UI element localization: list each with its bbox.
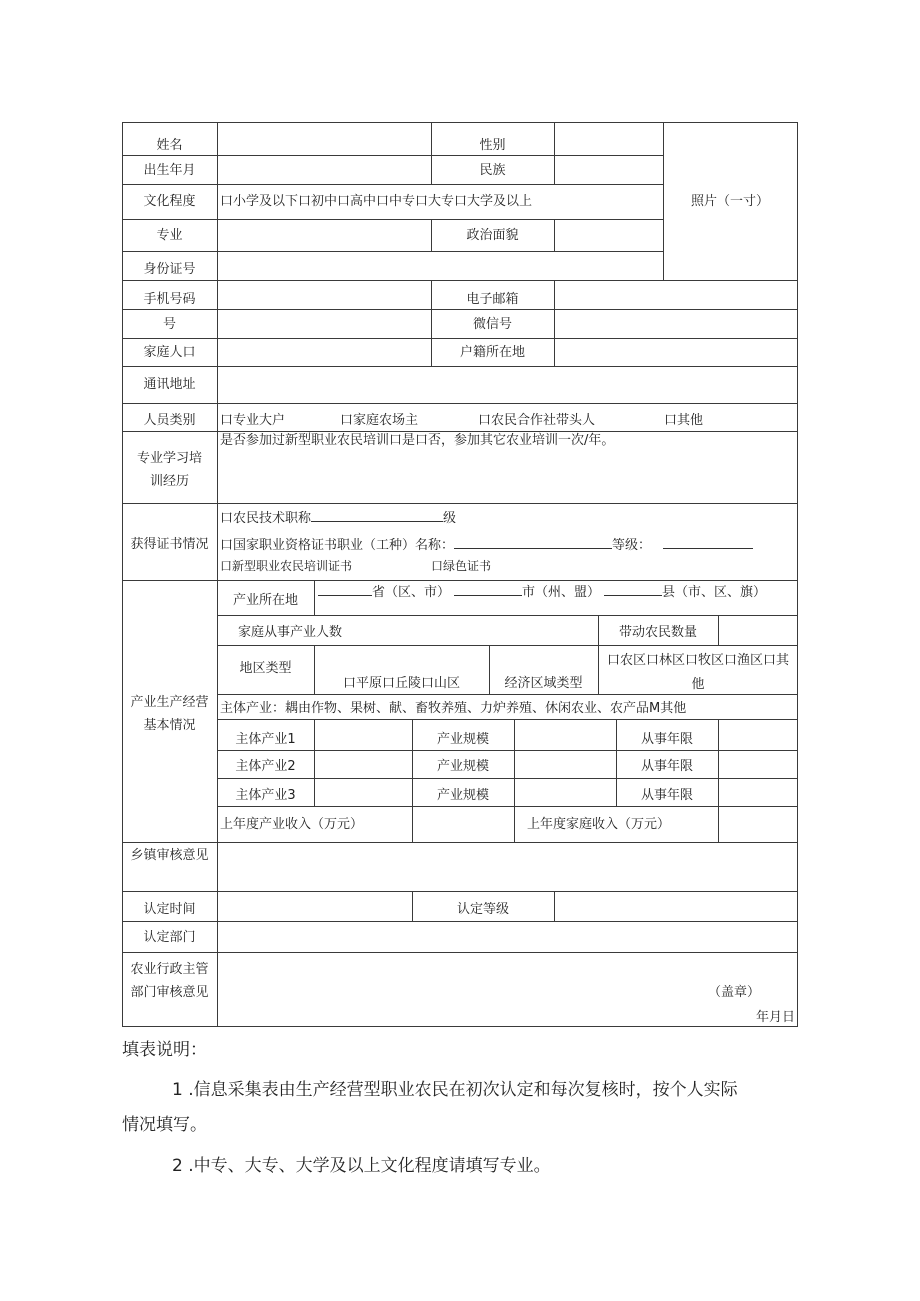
city-blank[interactable] — [454, 583, 522, 596]
county-blank[interactable] — [604, 583, 662, 596]
row-line — [217, 719, 798, 720]
household-label: 家庭人口 — [143, 345, 196, 360]
row-line — [122, 155, 663, 156]
county-label: 县（市、区、旗） — [662, 585, 767, 600]
border-top — [122, 122, 798, 123]
province-label: 省（区、市） — [372, 585, 451, 600]
national-cert-name-blank[interactable] — [454, 536, 612, 549]
industry-3-scale-label: 产业规模 — [436, 788, 489, 803]
note-item-1-line1: 1 .信息采集表由生产经营型职业农民在初次认定和每次复核时，按个人实际 — [172, 1080, 738, 1100]
row-line — [217, 806, 798, 807]
green-cert-option[interactable]: 口绿色证书 — [431, 559, 492, 573]
city-label: 市（州、盟） — [522, 585, 601, 600]
col-line — [514, 719, 515, 842]
category-label: 人员类别 — [143, 413, 196, 428]
row-line — [217, 750, 798, 751]
birth-label: 出生年月 — [143, 163, 196, 178]
main-industry-2-label: 主体产业2 — [235, 759, 296, 774]
tech-title-suffix: 级 — [443, 511, 457, 526]
province-blank[interactable] — [318, 583, 372, 596]
approval-dept-label: 认定部门 — [143, 930, 196, 945]
region-type-options[interactable]: 口平原口丘陵口山区 — [342, 676, 460, 691]
industry-1-scale-label: 产业规模 — [436, 732, 489, 747]
national-cert-text: 口国家职业资格证书职业（工种）名称： — [220, 538, 455, 553]
row-line — [122, 251, 663, 252]
col-line — [314, 580, 315, 615]
col-line — [718, 719, 719, 842]
seal-text: （盖章） — [708, 985, 761, 1000]
tech-title-option[interactable] — [220, 509, 456, 527]
row-line — [122, 580, 798, 581]
col-line — [554, 891, 555, 921]
col-line — [718, 615, 719, 645]
economic-zone-options-line2: 他 — [691, 677, 705, 692]
row-line — [122, 503, 798, 504]
col-line — [554, 219, 555, 251]
industry-location-label: 产业所在地 — [232, 593, 298, 608]
family-income-label: 上年度家庭收入（万元） — [527, 817, 671, 832]
education-label: 文化程度 — [143, 194, 196, 209]
wechat-label: 微信号 — [472, 317, 512, 332]
industry-label-line2: 基本情况 — [143, 718, 196, 733]
industry-label-line1: 产业生产经营 — [130, 695, 209, 710]
approval-grade-label: 认定等级 — [456, 902, 509, 917]
review-date-text: 年月日 — [756, 1010, 796, 1025]
border-bottom — [122, 1026, 798, 1027]
hukou-label: 户籍所在地 — [459, 345, 525, 360]
row-line — [122, 403, 798, 404]
name-label: 姓名 — [156, 138, 183, 153]
note-item-1-line2: 情况填写。 — [122, 1115, 207, 1135]
training-label-line2: 训经历 — [149, 474, 189, 489]
row-line — [122, 842, 798, 843]
notes-title: 填表说明： — [122, 1040, 207, 1060]
tech-title-blank[interactable] — [311, 509, 443, 522]
phone-label: 手机号码 — [143, 292, 196, 307]
category-option-other[interactable]: 口其他 — [664, 413, 704, 428]
border-right — [797, 122, 798, 1027]
row-line — [217, 645, 798, 646]
gender-label: 性别 — [479, 138, 506, 153]
col-line — [314, 719, 315, 806]
main-industry-3-label: 主体产业3 — [235, 788, 296, 803]
industry-location-fields[interactable] — [318, 583, 766, 601]
row-line — [122, 309, 798, 310]
row-line — [122, 891, 798, 892]
row-line — [122, 431, 798, 432]
main-industry-description[interactable]: 主体产业：耦由作物、果树、献、畜牧养殖、力炉养殖、休闲农业、农产品M其他 — [220, 701, 687, 716]
ethnicity-label: 民族 — [479, 163, 506, 178]
education-options[interactable]: 口小学及以下口初中口高中口中专口大专口大学及以上 — [220, 194, 533, 209]
col-line — [554, 122, 555, 185]
national-cert-level-label: 等级： — [612, 538, 652, 553]
economic-zone-label: 经济区域类型 — [504, 676, 583, 691]
note-item-2: 2 .中专、大专、大学及以上文化程度请填写专业。 — [172, 1156, 551, 1176]
email-label: 电子邮箱 — [466, 292, 519, 307]
admin-review-label-line1: 农业行政主管 — [130, 962, 209, 977]
industry-1-years-label: 从事年限 — [640, 732, 693, 747]
col-line — [554, 280, 555, 366]
row-line — [122, 219, 663, 220]
tech-title-text: 口农民技术职称 — [220, 511, 312, 526]
main-industry-1-label: 主体产业1 — [235, 732, 296, 747]
row-line — [122, 952, 798, 953]
row-line — [217, 694, 798, 695]
economic-zone-options-line1[interactable]: 口农区口林区口牧区口渔区口其 — [606, 653, 789, 668]
industry-3-years-label: 从事年限 — [640, 788, 693, 803]
row-line — [122, 184, 663, 185]
industry-2-scale-label: 产业规模 — [436, 759, 489, 774]
training-text[interactable]: 是否参加过新型职业农民培训口是口否，参加其它农业培训一次/年。 — [220, 433, 615, 448]
approval-date-label: 认定时间 — [143, 902, 196, 917]
col-line — [217, 122, 218, 1026]
row-line — [122, 280, 798, 281]
hao-label: 号 — [162, 317, 176, 332]
region-type-label: 地区类型 — [239, 661, 292, 676]
row-line — [217, 615, 798, 616]
national-cert-option[interactable] — [220, 536, 753, 554]
border-left — [122, 122, 123, 1027]
new-type-cert-option[interactable]: 口新型职业农民培训证书 — [220, 559, 353, 573]
industry-2-years-label: 从事年限 — [640, 759, 693, 774]
category-option-family-farm[interactable]: 口家庭农场主 — [340, 413, 419, 428]
major-label: 专业 — [156, 228, 183, 243]
national-cert-level-blank[interactable] — [663, 536, 753, 549]
certificates-label: 获得证书情况 — [130, 537, 209, 552]
address-label: 通讯地址 — [143, 377, 196, 392]
township-review-label: 乡镇审核意见 — [130, 848, 209, 863]
row-line — [217, 778, 798, 779]
industry-income-label: 上年度产业收入（万元） — [220, 817, 364, 832]
row-line — [122, 921, 798, 922]
category-option-coop-leader[interactable]: 口农民合作社带头人 — [478, 413, 596, 428]
farmers-driven-label: 带动农民数量 — [618, 625, 697, 640]
political-label: 政治面貌 — [466, 228, 519, 243]
category-option-large-household[interactable]: 口专业大户 — [220, 413, 286, 428]
id-label: 身份证号 — [143, 262, 196, 277]
admin-review-label-line2: 部门审核意见 — [130, 985, 209, 1000]
row-line — [122, 338, 798, 339]
photo-label: 照片（一寸） — [690, 194, 769, 209]
training-label-line1: 专业学习培 — [136, 451, 202, 466]
row-line — [122, 366, 798, 367]
family-workers-label: 家庭从事产业人数 — [238, 625, 343, 640]
